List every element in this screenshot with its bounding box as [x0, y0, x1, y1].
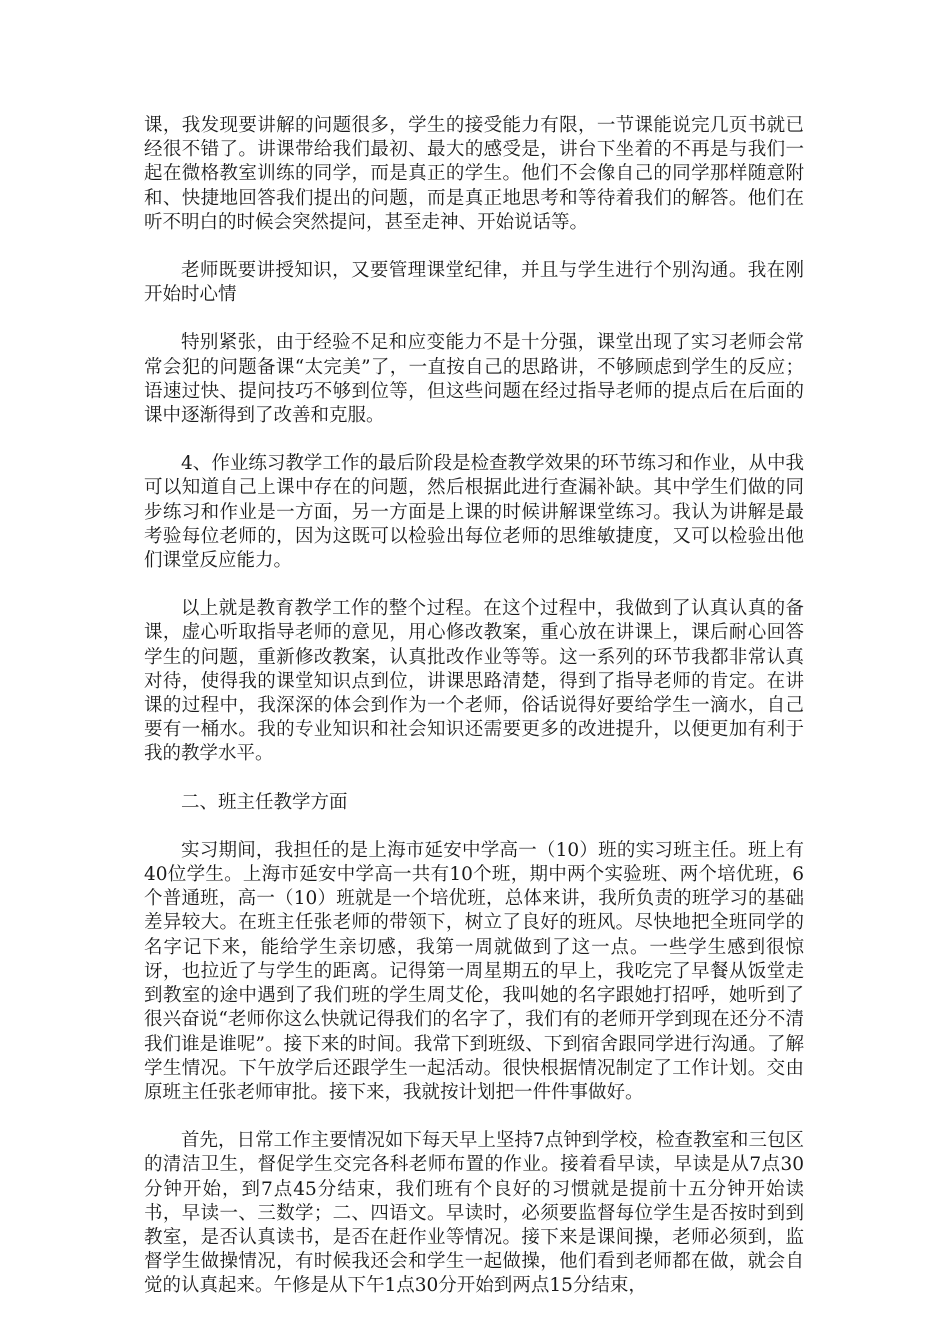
paragraph-continued: 课，我发现要讲解的问题很多，学生的接受能力有限，一节课能说完几页书就已经很不错了。讲课带给我们最初、最大的感受是，讲台下坐着的不再是与我们一起在微格教室训练的同学，而是真正的学生。他们不会像自己的同学那样随意附和、快捷地回答我们提出的问题，而是真正地思考和等待着我们的解答。他们在听不明白的时候会突然提问，甚至走神、开始说话等。 [144, 115, 804, 233]
paragraph: 特别紧张，由于经验不足和应变能力不是十分强，课堂出现了实习老师会常常会犯的问题备课“太完美”了，一直按自己的思路讲，不够顾虑到学生的反应；语速过快、提问技巧不够到位等，但这些问题在经过指导老师的提点后在后面的课中逐渐得到了改善和克服。 [144, 332, 804, 427]
paragraph: 首先，日常工作主要情况如下每天早上坚持7点钟到学校，检查教室和三包区的清洁卫生，督促学生交完各科老师布置的作业。接着看早读，早读是从7点30分钟开始，到7点45分结束，我们班有个良好的习惯就是提前十五分钟开始读书，早读一、三数学；二、四语文。早读时，必须要监督每位学生是否按时到到教室，是否认真读书，是否在赶作业等情况。接下来是课间操，老师必须到，监督学生做操情况，有时候我还会和学生一起做操，他们看到老师都在做，就会自觉的认真起来。午修是从下午1点30分开始到两点15分结束， [144, 1130, 804, 1297]
paragraph: 老师既要讲授知识，又要管理课堂纪律，并且与学生进行个别沟通。我在刚开始时心情 [144, 260, 804, 306]
paragraph: 4、作业练习教学工作的最后阶段是检查教学效果的环节练习和作业，从中我可以知道自己上课中存在的问题，然后根据此进行查漏补缺。其中学生们做的同步练习和作业是一方面，另一方面是上课的时候讲解课堂练习。我认为讲解是最考验每位老师的，因为这既可以检验出每位老师的思维敏捷度，又可以检验出他们课堂反应能力。 [144, 453, 804, 572]
paragraph: 以上就是教育教学工作的整个过程。在这个过程中，我做到了认真认真的备课，虚心听取指导老师的意见，用心修改教案，重心放在讲课上，课后耐心回答学生的问题，重新修改教案，认真批改作业等等。这一系列的环节我都非常认真对待，使得我的课堂知识点到位，讲课思路清楚，得到了指导老师的肯定。在讲课的过程中，我深深的体会到作为一个老师，俗话说得好要给学生一滴水，自己要有一桶水。我的专业知识和社会知识还需要更多的改进提升，以便更加有利于我的教学水平。 [144, 598, 804, 765]
paragraph: 实习期间，我担任的是上海市延安中学高一（10）班的实习班主任。班上有40位学生。上海市延安中学高一共有10个班，期中两个实验班、两个培优班，6个普通班，高一（10）班就是一个培优班，总体来讲，我所负责的班学习的基础差异较大。在班主任张老师的带领下，树立了良好的班风。尽快地把全班同学的名字记下来，能给学生亲切感，我第一周就做到了这一点。一些学生感到很惊讶，也拉近了与学生的距离。记得第一周星期五的早上，我吃完了早餐从饭堂走到教室的途中遇到了我们班的学生周艾伦，我叫她的名字跟她打招呼，她听到了很兴奋说“老师你这么快就记得我们的名字了，我们有的老师开学到现在还分不清我们谁是谁呢”。接下来的时间。我常下到班级、下到宿舍跟同学进行沟通。了解学生情况。下午放学后还跟学生一起活动。很快根据情况制定了工作计划。交由原班主任张老师审批。接下来，我就按计划把一件件事做好。 [144, 839, 804, 1103]
document-body [144, 114, 804, 1323]
section-heading: 二、班主任教学方面 [181, 791, 348, 813]
